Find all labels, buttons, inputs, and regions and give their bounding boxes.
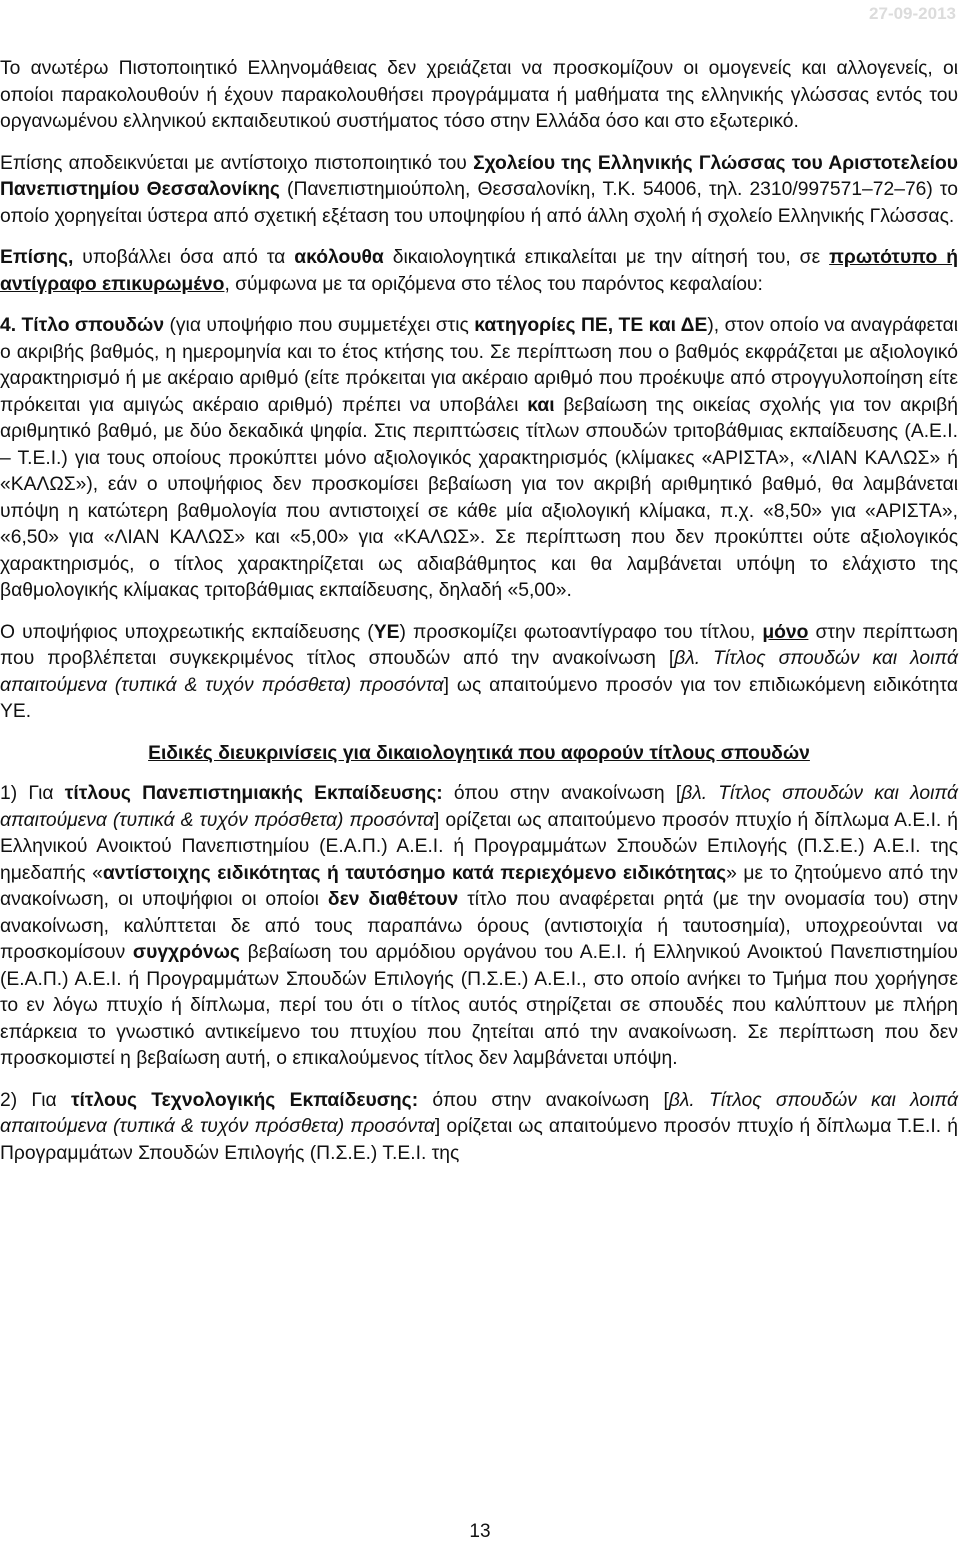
text-run: ] ως απαιτούμενο προσόν για τον επιδιωκόμενη ειδικότητα ΥΕ. <box>0 674 958 722</box>
text-run: τίτλο που αναφέρεται ρητά (με την ονομασία του) στην ανακοίνωση, καλύπτεται δε από τους παραπάνω όρους (αντιστοιχία ή ταυτοσημία), υποχρεούνται να προσκομίσουν <box>0 889 958 963</box>
text-run: ] ορίζεται ως απαιτούμενο προσόν πτυχίο ή δίπλωμα Τ.Ε.Ι. ή Προγραμμάτων Σπουδών Επιλογής (Π.Σ.Ε.) Τ.Ε.Ι. της <box>0 1116 958 1164</box>
paragraph-greek-certificate-exemption <box>0 56 958 136</box>
paragraph-item-4-degree-title <box>0 313 958 605</box>
bold-run: κατηγορίες ΠΕ, ΤΕ και ΔΕ <box>474 315 708 336</box>
paragraph-compulsory-education <box>0 620 958 726</box>
italic-run: βλ. Τίτλος σπουδών και λοιπά απαιτούμενα (τυπικά & τυχόν πρόσθετα) προσόντα <box>0 783 958 831</box>
bold-run: 4. Τίτλο σπουδών <box>0 315 165 336</box>
bold-run: δεν διαθέτουν <box>327 889 459 910</box>
bold-underline-run: μόνο <box>762 621 809 643</box>
bold-run: ακόλουθα <box>294 247 384 268</box>
bold-run: συγχρόνως <box>132 942 240 963</box>
bold-underline-run: πρωτότυπο ή αντίγραφο επικυρωμένο <box>0 247 958 295</box>
text-run: βεβαίωση της οικείας σχολής για τον ακριβή αριθμητικό βαθμό, με δύο δεκαδικά ψηφία. Στις περιπτώσεις τίτλων σπουδών τριτοβάθμιας εκπαίδευσης (Α.Ε.Ι. – Τ.Ε.Ι.) για τους οποίους προκύπτει μόνο αξιολογικός χαρακτηρισμός (κλίμακες «ΑΡΙΣΤΑ», «ΛΙΑΝ ΚΑΛΩΣ» ή «ΚΑΛΩΣ»), εάν ο υποψήφιος δεν προσκομίσει βεβαίωση για τον ακριβή αριθμητικό βαθμό, θα λαμβάνεται υπόψη η κατώτερη βαθμολογία που αντιστοιχεί σε κάθε μία αξιολογική κλίμακα, π.χ. «8,50» για «ΑΡΙΣΤΑ», «6,50» για «ΛΙΑΝ ΚΑΛΩΣ» και «5,00» για «ΚΑΛΩΣ». Σε περίπτωση που δεν προκύπτει ούτε αξιολογικός χαρακτηρισμός, ο τίτλος χαρακτηρίζεται ως αδιαβάθμητος και θα λαμβάνεται υπόψη το ελάχιστο της βαθμολογικής κλίμακας τριτοβάθμιας εκπαίδευσης, δηλαδή «5,00». <box>0 394 958 601</box>
section-heading: Ειδικές διευκρινίσεις για δικαιολογητικά που αφορούν τίτλους σπουδών <box>148 742 810 764</box>
bold-run: ΥΕ <box>373 621 400 643</box>
paragraph-supporting-documents <box>0 245 958 298</box>
bold-run: τίτλους Πανεπιστημιακής Εκπαίδευσης: <box>64 783 443 804</box>
text-run: 1) Για <box>0 783 65 804</box>
italic-run: βλ. Τίτλος σπουδών και λοιπά απαιτούμενα (τυπικά & τυχόν πρόσθετα) προσόντα <box>0 648 958 696</box>
text-run: ) προσκομίζει φωτοαντίγραφο του τίτλου, <box>399 621 763 643</box>
text-run: 2) Για <box>0 1089 71 1111</box>
document-body <box>0 56 958 1182</box>
text-run: υποβάλλει όσα από τα <box>73 247 295 268</box>
page-number: 13 <box>469 1521 491 1542</box>
text-run: , σύμφωνα με τα οριζόμενα στο τέλος του παρόντος κεφαλαίου: <box>224 273 763 295</box>
bold-run: αντίστοιχης ειδικότητας ή ταυτόσημο κατά περιεχόμενο ειδικότητας <box>102 862 727 884</box>
text-run: Το ανωτέρω Πιστοποιητικό Ελληνομάθειας δεν χρειάζεται να προσκομίζουν οι ομογενείς και αλλογενείς, οι οποίοι παρακολουθούν ή έχουν παρακολουθήσει προγράμματα ή μαθήματα της ελληνικής γλώσσας εντός του οργανωμένου ελληνικού εκπαιδευτικού συστήματος τόσο στην Ελλάδα όσο και στο εξωτερικό. <box>0 58 958 132</box>
text-run: βεβαίωση του αρμόδιου οργάνου του Α.Ε.Ι. ή Ελληνικού Ανοικτού Πανεπιστημίου (Ε.Α.Π.) Α.Ε.Ι. ή Προγραμμάτων Σπουδών Επιλογής (Π.Σ.Ε.) Α.Ε.Ι., στο οποίο ανήκει το Τμήμα που χορήγησε το εν λόγω πτυχίο ή δίπλωμα, περί του ότι ο τίτλος αυτός στηρίζεται σε σπουδές που καλύπτουν με πλήρη επάρκεια το γνωστικό αντικείμενο του πτυχίου που ζητείται από την ανακοίνωση. Σε περίπτωση που δεν προσκομιστεί η βεβαίωση αυτή, ο επικαλούμενος τίτλος δεν λαμβάνεται υπόψη. <box>0 942 958 1069</box>
text-run: (για υποψήφιο που συμμετέχει στις <box>164 315 475 336</box>
text-run: όπου στην ανακοίνωση [ <box>418 1089 669 1111</box>
paragraph-thessaloniki-school <box>0 151 958 231</box>
bold-run: Επίσης, <box>0 247 74 268</box>
text-run: (Πανεπιστημιούπολη, Θεσσαλονίκη, Τ.Κ. 54006, τηλ. 2310/997571–72–76) το οποίο χορηγείται ύστερα από σχετική εξέταση του υποψηφίου ή από άλλη σχολή ή σχολείο Ελληνικής Γλώσσας. <box>0 179 958 227</box>
text-run: Επίσης αποδεικνύεται με αντίστοιχο πιστοποιητικό του <box>0 152 474 174</box>
document-date: 27-09-2013 <box>869 4 956 23</box>
bold-run: τίτλους Τεχνολογικής Εκπαίδευσης: <box>70 1089 419 1111</box>
italic-run: βλ. Τίτλος σπουδών και λοιπά απαιτούμενα (τυπικά & τυχόν πρόσθετα) προσόντα <box>0 1089 958 1137</box>
text-run: ] ορίζεται ως απαιτούμενο προσόν πτυχίο ή δίπλωμα Α.Ε.Ι. ή Ελληνικού Ανοικτού Πανεπιστημίου (Ε.Α.Π.) Α.Ε.Ι. ή Προγραμμάτων Σπουδών Επιλογής (Π.Σ.Ε.) Α.Ε.Ι. της ημεδαπής « <box>0 809 958 884</box>
paragraph-technological-titles <box>0 1088 958 1168</box>
text-run: δικαιολογητικά επικαλείται με την αίτησή του, σε <box>383 247 830 268</box>
text-run: Ο υποψήφιος υποχρεωτικής εκπαίδευσης ( <box>0 621 374 643</box>
text-run: στην περίπτωση που προβλέπεται συγκεκριμένος τίτλος σπουδών από την ανακοίνωση [ <box>0 621 958 669</box>
text-run: όπου στην ανακοίνωση [ <box>442 783 682 804</box>
bold-run: και <box>527 394 555 416</box>
paragraph-university-titles <box>0 781 958 1073</box>
bold-run: Σχολείου της Ελληνικής Γλώσσας του Αριστοτελείου Πανεπιστημίου Θεσσαλονίκης <box>0 152 958 200</box>
text-run: » με το ζητούμενο από την ανακοίνωση, οι υποψήφιοι οι οποίοι <box>0 862 958 910</box>
text-run: ), στον οποίο να αναγράφεται ο ακριβής βαθμός, η ημερομηνία και το έτος κτήσης του. Σε περίπτωση που ο βαθμός εκφράζεται με αξιολογικό χαρακτηρισμό ή με ακέραιο αριθμό (είτε πρόκειται για ακέραιο αριθμό που προέκυψε από στρογγυλοποίηση είτε πρόκειται για αμιγώς ακέραιο αριθμό) πρέπει να υποβάλει <box>0 315 959 416</box>
